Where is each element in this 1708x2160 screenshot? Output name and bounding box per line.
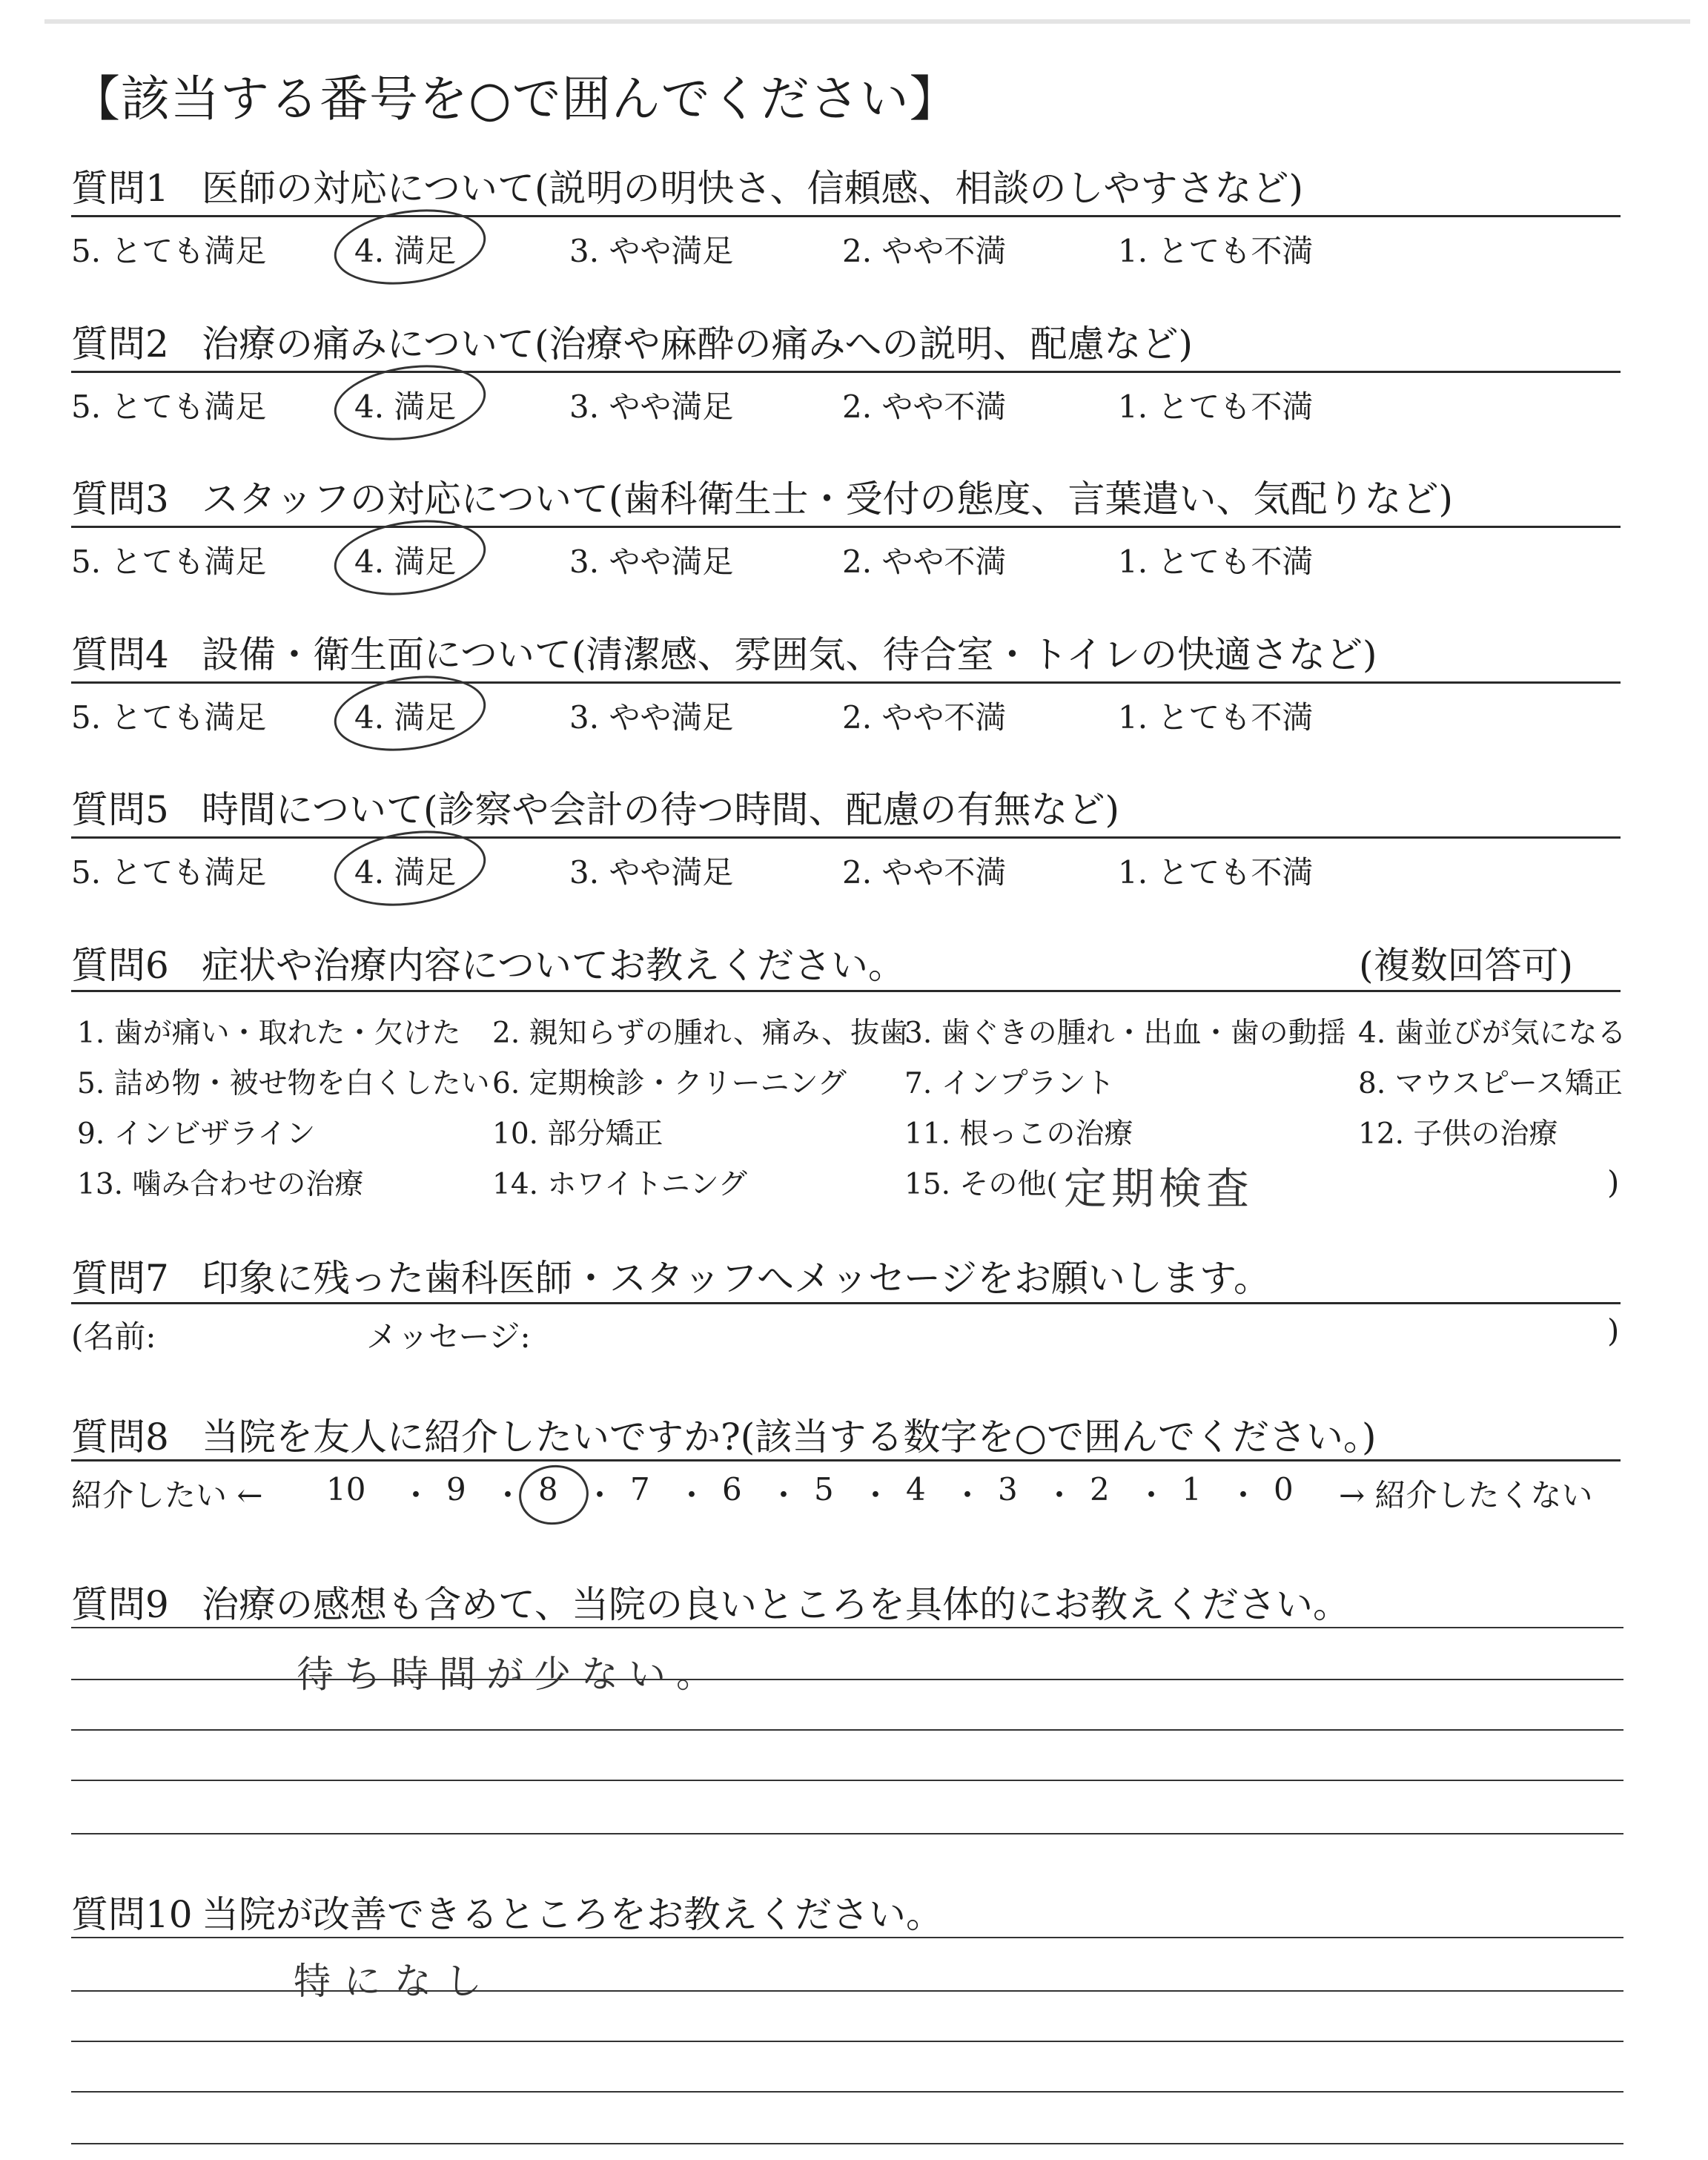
scale-number[interactable]: 10 [326, 1471, 366, 1507]
rating-option[interactable]: 2. やや不満 [842, 233, 1007, 269]
question-text: 当院を友人に紹介したいですか?(該当する数字を○で囲んでください。) [202, 1416, 1377, 1459]
recommend-left-label: 紹介したい ← [71, 1477, 263, 1513]
answer-line [71, 1627, 1623, 1628]
question-9-title [71, 1575, 1350, 1628]
answer-line [71, 1729, 1623, 1731]
rating-option[interactable]: 1. とても不満 [1118, 854, 1314, 891]
multiple-answers-note: (複数回答可) [1359, 944, 1574, 987]
rating-option[interactable]: 2. やや不満 [842, 854, 1007, 891]
symptom-option[interactable]: 10. 部分矯正 [492, 1117, 663, 1151]
question-7-rule [71, 1302, 1621, 1304]
question-1-title [71, 159, 1303, 212]
rating-option[interactable]: 3. やや満足 [569, 854, 734, 891]
rating-option[interactable]: 2. やや不満 [842, 544, 1007, 580]
rating-option[interactable]: 3. やや満足 [569, 544, 734, 580]
symptom-option[interactable]: 13. 噛み合わせの治療 [77, 1168, 364, 1201]
answer-line [71, 1937, 1623, 1938]
question-6-title [71, 936, 1574, 989]
rating-option[interactable]: 4. 満足 [354, 544, 457, 580]
scale-separator: ・ [1136, 1477, 1168, 1513]
rating-option[interactable]: 5. とても満足 [71, 699, 267, 736]
question-number: 質問3 [71, 478, 169, 521]
answer-line [71, 2143, 1623, 2144]
question-number: 質問1 [71, 167, 169, 210]
scan-top-edge [44, 19, 1690, 24]
other-close-paren: ) [1607, 1164, 1620, 1200]
question-number: 質問7 [71, 1257, 169, 1300]
scale-separator: ・ [584, 1477, 616, 1513]
rating-option[interactable]: 1. とても不満 [1118, 233, 1314, 269]
question-8-title [71, 1407, 1376, 1461]
rating-option[interactable]: 3. やや満足 [569, 389, 734, 425]
symptom-option[interactable]: 5. 詰め物・被せ物を白くしたい [77, 1067, 490, 1100]
rating-option[interactable]: 3. やや満足 [569, 233, 734, 269]
scale-separator: ・ [1228, 1477, 1260, 1513]
question-text: スタッフの対応について(歯科衛生士・受付の態度、言葉遣い、気配りなど) [202, 478, 1454, 521]
rating-option[interactable]: 4. 満足 [354, 699, 457, 736]
symptom-option[interactable]: 15. その他( [904, 1168, 1058, 1201]
answer-circle-mark [329, 667, 491, 760]
question-number: 質問9 [71, 1583, 169, 1626]
question-text: 設備・衛生面について(清潔感、雰囲気、待合室・トイレの快適さなど) [202, 633, 1377, 676]
scale-number[interactable]: 5 [814, 1471, 834, 1507]
question-text: 医師の対応について(説明の明快さ、信頼感、相談のしやすさなど) [202, 167, 1304, 210]
question-3-title [71, 469, 1453, 523]
symptom-option[interactable]: 6. 定期検診・クリーニング [492, 1067, 847, 1100]
scale-separator: ・ [768, 1477, 800, 1513]
question-text: 当院が改善できるところをお教えください。 [202, 1893, 943, 1936]
answer-line [71, 2041, 1623, 2042]
question-5-rule [71, 836, 1621, 839]
question-4-title [71, 625, 1377, 678]
rating-option[interactable]: 2. やや不満 [842, 699, 1007, 736]
answer-circle-mark [329, 822, 491, 915]
scale-number[interactable]: 4 [906, 1471, 926, 1507]
rating-option[interactable]: 5. とても満足 [71, 544, 267, 580]
question-text: 時間について(診察や会計の待つ時間、配慮の有無など) [202, 788, 1120, 831]
rating-option[interactable]: 5. とても満足 [71, 389, 267, 425]
question-text: 症状や治療内容についてお教えください。 [202, 944, 905, 987]
recommend-right-label: → 紹介したくない [1339, 1477, 1593, 1513]
question-3-rule [71, 526, 1621, 528]
symptom-option[interactable]: 9. インビザライン [77, 1117, 316, 1151]
question-2-title [71, 314, 1193, 368]
scale-separator: ・ [860, 1477, 892, 1513]
question-number: 質問8 [71, 1416, 169, 1459]
scale-separator: ・ [676, 1477, 708, 1513]
rating-option[interactable]: 3. やや満足 [569, 699, 734, 736]
question-number: 質問4 [71, 633, 169, 676]
rating-option[interactable]: 4. 満足 [354, 854, 457, 891]
rating-option[interactable]: 1. とても不満 [1118, 699, 1314, 736]
symptom-option[interactable]: 4. 歯並びが気になる [1358, 1017, 1626, 1050]
question-number: 質問10 [71, 1893, 193, 1936]
question-1-rule [71, 215, 1621, 217]
rating-option[interactable]: 5. とても満足 [71, 854, 267, 891]
question-4-rule [71, 681, 1621, 684]
symptom-option[interactable]: 8. マウスピース矯正 [1358, 1067, 1623, 1100]
question-10-title [71, 1885, 943, 1938]
other-handwritten-answer: 定期検査 [1064, 1163, 1254, 1214]
symptom-option[interactable]: 14. ホワイトニング [492, 1168, 747, 1201]
rating-option[interactable]: 4. 満足 [354, 389, 457, 425]
scale-number[interactable]: 0 [1274, 1471, 1294, 1507]
symptom-option[interactable]: 11. 根っこの治療 [904, 1117, 1133, 1151]
message-label: メッセージ: [366, 1318, 531, 1355]
answer-line [71, 1833, 1623, 1834]
question-10-handwritten-answer: 特になし [294, 1960, 495, 2003]
rating-option[interactable]: 1. とても不満 [1118, 389, 1314, 425]
question-5-title [71, 780, 1119, 833]
question-number: 質問6 [71, 944, 169, 987]
symptom-option[interactable]: 3. 歯ぐきの腫れ・出血・歯の動揺 [904, 1017, 1346, 1050]
form-heading: 【該当する番号を○で囲んでください】 [71, 70, 959, 128]
scale-number[interactable]: 9 [446, 1471, 466, 1507]
symptom-option[interactable]: 12. 子供の治療 [1358, 1117, 1558, 1151]
scale-number[interactable]: 3 [998, 1471, 1018, 1507]
scale-separator: ・ [952, 1477, 984, 1513]
rating-option[interactable]: 1. とても不満 [1118, 544, 1314, 580]
question-text: 印象に残った歯科医師・スタッフへメッセージをお願いします。 [202, 1257, 1271, 1300]
rating-option[interactable]: 2. やや不満 [842, 389, 1007, 425]
symptom-option[interactable]: 2. 親知らずの腫れ、痛み、抜歯 [492, 1017, 909, 1050]
answer-circle-mark [329, 200, 491, 294]
symptom-option[interactable]: 7. インプラント [904, 1067, 1115, 1100]
question-9-handwritten-answer: 待ち時間が少ない。 [297, 1653, 724, 1696]
question-number: 質問5 [71, 788, 169, 831]
answer-line [71, 1780, 1623, 1781]
scale-number[interactable]: 6 [722, 1471, 742, 1507]
question-text: 治療の痛みについて(治療や麻酔の痛みへの説明、配慮など) [202, 323, 1194, 366]
answer-circle-mark [515, 1461, 592, 1529]
name-label: (名前: [71, 1318, 156, 1355]
scale-number[interactable]: 7 [630, 1471, 650, 1507]
question-8-rule [71, 1459, 1621, 1462]
symptom-option[interactable]: 1. 歯が痛い・取れた・欠けた [77, 1017, 461, 1050]
rating-option[interactable]: 4. 満足 [354, 233, 457, 269]
answer-circle-mark [329, 356, 491, 449]
question-text: 治療の感想も含めて、当院の良いところを具体的にお教えください。 [202, 1583, 1350, 1626]
message-close-paren: ) [1607, 1312, 1620, 1349]
scale-number[interactable]: 8 [538, 1471, 558, 1507]
scale-number[interactable]: 1 [1182, 1471, 1202, 1507]
rating-option[interactable]: 5. とても満足 [71, 233, 267, 269]
question-7-title [71, 1249, 1271, 1302]
question-number: 質問2 [71, 323, 169, 366]
question-2-rule [71, 371, 1621, 373]
answer-line [71, 2091, 1623, 2093]
scale-separator: ・ [492, 1477, 524, 1513]
question-6-rule [71, 990, 1621, 992]
scale-number[interactable]: 2 [1090, 1471, 1110, 1507]
answer-circle-mark [329, 511, 491, 604]
scale-separator: ・ [400, 1477, 432, 1513]
scale-separator: ・ [1044, 1477, 1076, 1513]
